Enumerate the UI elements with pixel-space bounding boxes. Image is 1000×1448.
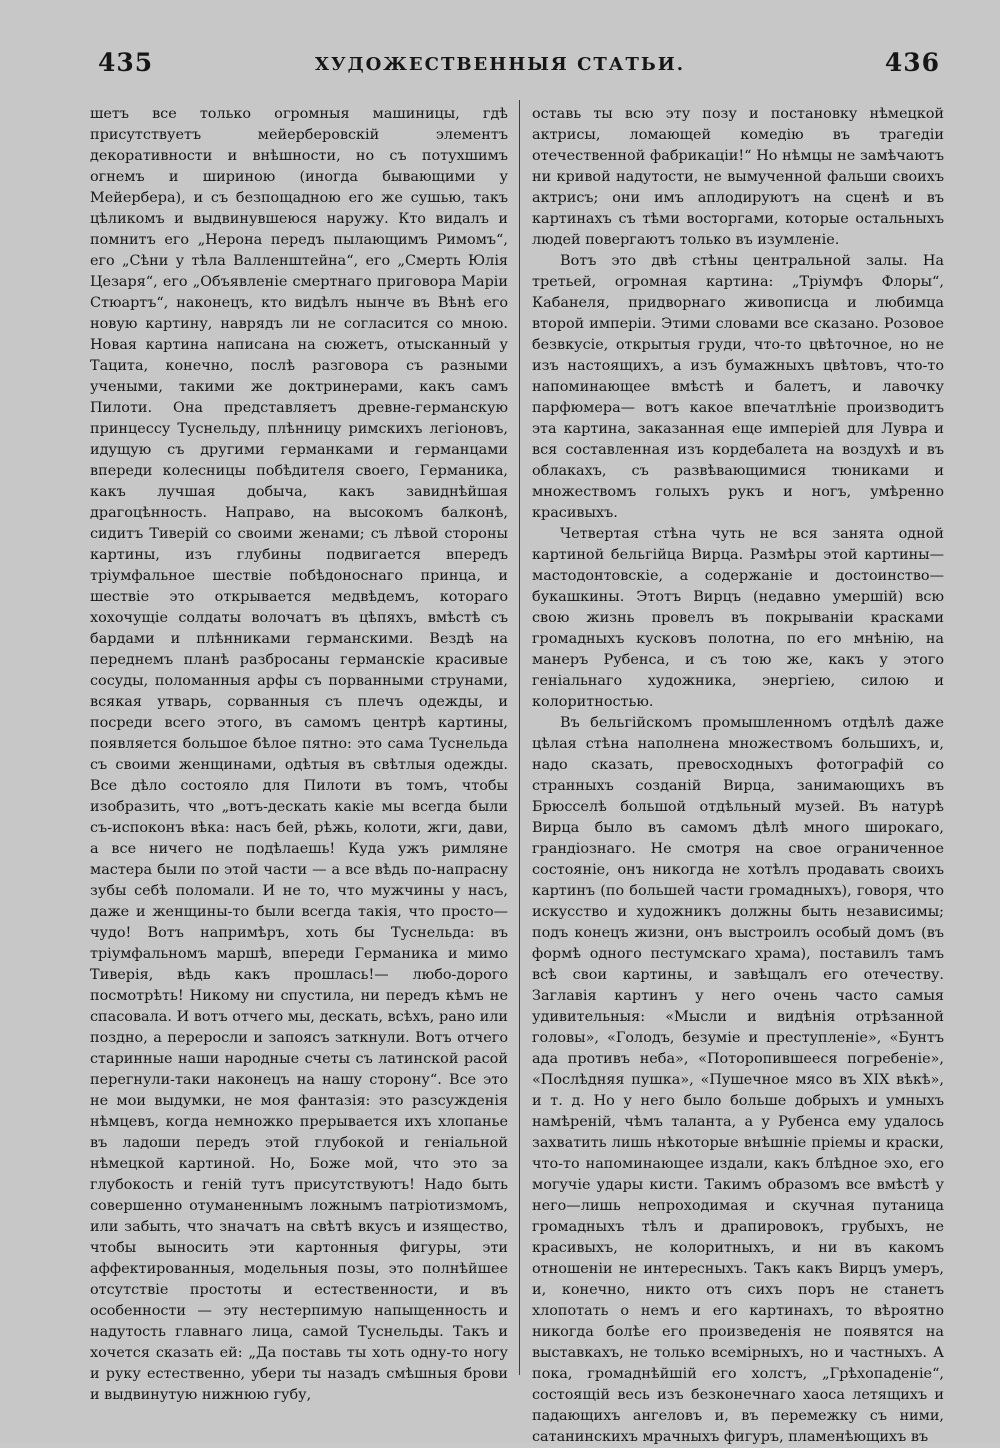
left-column <box>90 104 508 1404</box>
column-divider <box>519 100 520 1375</box>
running-title: ХУДОЖЕСТВЕННЫЯ СТАТЬИ. <box>315 54 685 75</box>
page-number-right: 436 <box>884 48 940 77</box>
left-paragraph-1: шетъ все только огромныя машиницы, гдѣ присутствуетъ мейерберовскій элементъ декоративности и внѣшности, но съ потухшимъ огнемъ и шириною (иногда бывающими у Мейербера), и съ безпощадною его же сушью, такъ цѣликомъ и выдвинувшеюся наружу. Кто видалъ и помнитъ его „Нерона передъ пылающимъ Римомъ“, его „Сѣни у тѣла Валленштейна“, его „Смерть Юлія Цезаря“, его „Объявленіе смертнаго приговора Маріи Стюартъ“, наконецъ, кто видѣлъ нынче въ Вѣнѣ его новую картину, наврядъ ли не согласится со мною. Новая картина написана на сюжетъ, отысканный у Тацита, конечно, послѣ разговора съ разными учеными, такими же доктринерами, какъ самъ Пилоти. Она представляетъ древне-германскую принцессу Туснельду, плѣнницу римскихъ легіоновъ, идущую съ другими германками и германцами впереди колесницы побѣдителя своего, Германика, какъ лучшая добыча, какъ завиднѣйшая драгоцѣнность. Направо, на высокомъ балконѣ, сидитъ Тиверій со своими женами; съ лѣвой стороны картины, изъ глубины подвигается впередъ тріумфальное шествіе побѣдоноснаго принца, и шествіе это открывается медвѣдемъ, котораго хохочущіе солдаты волочатъ въ цѣпяхъ, вмѣстѣ съ бардами и плѣнниками германскими. Вездѣ на переднемъ планѣ разбросаны германскіе красивые сосуды, поломанныя арфы съ порванными струнами, всякая утварь, сорванныя съ плечъ одежды, и посреди всего этого, въ самомъ центрѣ картины, появляется большое бѣлое пятно: это сама Туснельда съ своими женщинами, одѣтыя въ свѣтлыя одежды. Все дѣло состояло для Пилоти въ томъ, чтобы изобразить, что „вотъ-дескать какіе мы всегда были съ-испоконъ вѣка: насъ бей, рѣжь, колоти, жги, дави, а все ничего не подѣлаешь! Куда ужъ римляне мастера были по этой части — а все вѣдь по-напрасну зубы себѣ поломали. И не то, что мужчины у насъ, даже и женщины-то были всегда такія, что просто—чудо! Вотъ напримѣръ, хоть бы Туснельда: въ тріумфальномъ маршѣ, впереди Германика и мимо Тиверія, вѣдь какъ прошлась!— любо-дорого посмотрѣть! Никому ни спустила, ни передъ кѣмъ не спасовала. И вотъ отчего мы, дескать, всѣхъ, рано или поздно, а переросли и запоясъ заткнули. Вотъ отчего старинные наши народные счеты съ латинской расой перегнули-таки наконецъ на нашу сторону“. Все это не мои выдумки, не моя фантазія: это разсужденія нѣмцевъ, когда немножко прерывается ихъ хлопанье въ ладоши передъ этой глубокой и геніальной нѣмецкой картиной. Но, Боже мой, что это за глубокость и геній тутъ присутствуютъ! Надо быть совершенно отуманеннымъ ложнымъ патріотизмомъ, или забыть, что значатъ на свѣтѣ вкусъ и изящество, чтобы выносить эти картонныя фигуры, эти аффектированныя, модельныя позы, это полнѣйшее отсутствіе простоты и естественности, и въ особенности — эту нестерпимую напыщенность и надутость главнаго лица, самой Туснельды. Такъ и хочется сказать ей: „Да поставь ты хоть одну-то ногу и руку естественно, убери ты назадъ смѣшныя брови и выдвинутую нижнюю губу, <box>90 106 508 1403</box>
right-column <box>532 104 944 1445</box>
page-number-left: 435 <box>98 48 154 77</box>
right-paragraph-2: Вотъ это двѣ стѣны центральной залы. На третьей, огромная картина: „Тріумфъ Флоры“, Кабанеля, придворнаго живописца и любимца второй имперіи. Этими словами все сказано. Розовое безвкусіе, открытыя груди, что-то цвѣточное, но не изъ настоящихъ, а изъ бумажныхъ цвѣтовъ, что-то напоминающее вмѣстѣ и балетъ, и лавочку парфюмера— вотъ какое впечатлѣніе производитъ эта картина, заказанная еще имперіей для Лувра и вся составленная изъ кордебалета на воздухѣ и въ облакахъ, съ развѣвающимися тюниками и множествомъ голыхъ рукъ и ногъ, умѣренно красивыхъ. <box>532 253 944 521</box>
right-paragraph-3: Четвертая стѣна чуть не вся занята одной картиной бельгійца Вирца. Размѣры этой картины— мастодонтовскіе, а содержаніе и достоинство—букашкины. Этотъ Вирцъ (недавно умершій) всю свою жизнь провелъ въ покрываніи красками громадныхъ кусковъ полотна, по его мнѣнію, на манеръ Рубенса, и съ тою же, какъ у этого геніальнаго художника, энергіею, силою и колоритностью. <box>532 526 944 710</box>
right-paragraph-1: оставь ты всю эту позу и постановку нѣмецкой актрисы, ломающей комедію въ трагедіи отечественной фабрикаціи!“ Но нѣмцы не замѣчаютъ ни кривой надутости, не вымученной фальши своихъ актрисъ; они имъ аплодируютъ на сценѣ и въ картинахъ съ тѣми восторгами, которые остальныхъ людей повергаютъ только въ изумленіе. <box>532 106 944 248</box>
right-paragraph-4: Въ бельгійскомъ промышленномъ отдѣлѣ даже цѣлая стѣна наполнена множествомъ большихъ, и, надо сказать, превосходныхъ фотографій со странныхъ созданій Вирца, занимающихъ въ Брюсселѣ большой отдѣльный музей. Въ натурѣ Вирца было въ самомъ дѣлѣ много широкаго, грандіознаго. Не смотря на свое ограниченное состояніе, онъ никогда не хотѣлъ продавать своихъ картинъ (по большей части громадныхъ), говоря, что искусство и художникъ должны быть независимы; подъ конецъ жизни, онъ выстроилъ особый домъ (въ формѣ одного пестумскаго храма), поставилъ тамъ всѣ свои картины, и завѣщалъ его отечеству. Заглавія картинъ у него очень часто самыя удивительныя: «Мысли и видѣнія отрѣзанной головы», «Голодъ, безуміе и преступленіе», «Бунтъ ада противъ неба», «Поторопившееся погребеніе», «Послѣдняя пушка», «Пушечное мясо въ XIX вѣкѣ», и т. д. Но у него было больше добрыхъ и умныхъ намѣреній, чѣмъ таланта, а у Рубенса ему удалось захватить лишь нѣкоторые внѣшніе пріемы и краски, что-то напоминающее издали, какъ блѣдное эхо, его могучіе удары кисти. Такимъ образомъ все вмѣстѣ у него—лишь непроходимая и скучная путаница громадныхъ тѣлъ и драпировокъ, грубыхъ, не красивыхъ, не колоритныхъ, и ни въ какомъ отношеніи не интересныхъ. Такъ какъ Вирцъ умеръ, и, конечно, никто отъ сихъ поръ не станетъ хлопотать о немъ и его картинахъ, то вѣроятно никогда болѣе его произведенія не появятся на выставкахъ, не только всемірныхъ, но и частныхъ. А пока, громаднѣйшій его холстъ, „Грѣхопаденіе“, состоящій весь изъ безконечнаго хаоса летящихъ и падающихъ ангеловъ и, въ перемежку съ ними, сатанинскихъ мрачныхъ фигуръ, пламенѣющихъ въ <box>532 715 944 1445</box>
page-header <box>0 48 1000 88</box>
